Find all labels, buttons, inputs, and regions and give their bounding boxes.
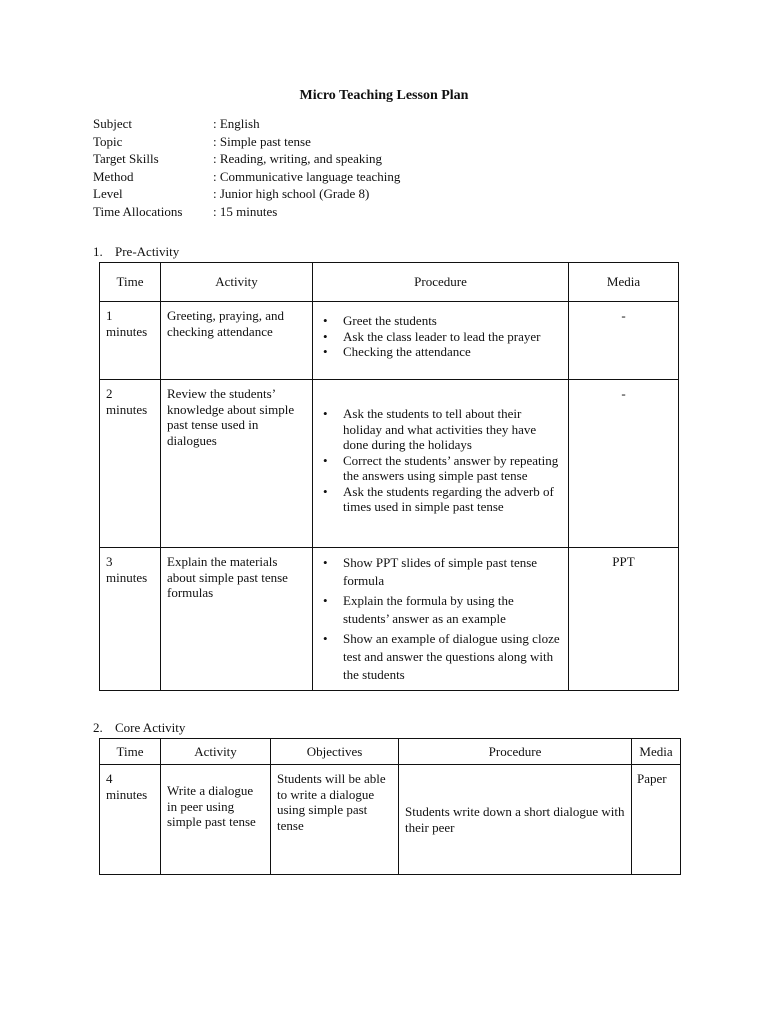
procedure-cell — [313, 548, 569, 691]
time-number: 4 — [106, 771, 113, 786]
core-activity-table — [99, 738, 681, 875]
time-unit: minutes — [106, 569, 148, 585]
media-text: - — [621, 308, 626, 323]
activity-text: Explain the materials about simple past tense formulas — [167, 554, 288, 600]
list-item: • Show an example of dialogue using cloze test and answer the questions along with the students — [343, 630, 562, 684]
media-cell — [632, 765, 681, 875]
activity-cell — [161, 380, 313, 548]
list-item: • Show PPT slides of simple past tense formula — [343, 554, 562, 590]
table-row — [100, 380, 679, 548]
meta-row-level — [93, 185, 400, 203]
procedure-cell — [313, 380, 569, 548]
media-text: PPT — [612, 554, 635, 569]
activity-text: Review the students’ knowledge about simple past tense used in dialogues — [167, 386, 295, 448]
core-activity-heading — [93, 720, 185, 736]
procedure-cell — [313, 302, 569, 380]
pre-activity-heading — [93, 244, 179, 260]
activity-text: Greeting, praying, and checking attendance — [167, 308, 284, 339]
time-number: 3 — [106, 554, 113, 569]
list-item: • Ask the students to tell about their holiday and what activities they have done during the holidays — [343, 406, 562, 453]
meta-label: Level — [93, 186, 123, 202]
document-title: Micro Teaching Lesson Plan — [299, 88, 469, 103]
meta-value: : English — [213, 116, 260, 131]
header-activity: Activity — [161, 263, 313, 302]
activity-cell — [161, 302, 313, 380]
table-row — [100, 302, 679, 380]
list-item: • Checking the attendance — [343, 344, 562, 360]
media-cell — [569, 302, 679, 380]
meta-row-topic — [93, 133, 400, 151]
table-row — [100, 765, 681, 875]
header-objectives: Objectives — [271, 739, 399, 765]
section-number: 1. — [93, 244, 103, 259]
pre-activity-table — [99, 262, 679, 691]
time-cell — [100, 765, 161, 875]
section-title: Core Activity — [115, 720, 186, 735]
header-procedure: Procedure — [399, 739, 632, 765]
section-title: Pre-Activity — [115, 244, 180, 259]
list-item: • Correct the students’ answer by repeating the answers using simple past tense — [343, 453, 562, 484]
list-item: • Ask the students regarding the adverb of times used in simple past tense — [343, 484, 562, 515]
procedure-text: Students write down a short dialogue with their peer — [405, 804, 625, 835]
section-number: 2. — [93, 720, 103, 735]
activity-text: Write a dialogue in peer using simple past tense — [167, 783, 256, 829]
table-row — [100, 548, 679, 691]
procedure-list — [319, 313, 562, 360]
header-time: Time — [100, 263, 161, 302]
procedure-cell — [399, 765, 632, 875]
meta-row-target-skills — [93, 150, 400, 168]
activity-cell — [161, 765, 271, 875]
time-unit: minutes — [106, 401, 148, 417]
activity-cell — [161, 548, 313, 691]
header-procedure: Procedure — [313, 263, 569, 302]
list-item: • Explain the formula by using the students’ answer as an example — [343, 592, 562, 628]
time-cell — [100, 380, 161, 548]
header-media: Media — [632, 739, 681, 765]
meta-value: : Communicative language teaching — [213, 168, 401, 184]
time-cell — [100, 302, 161, 380]
media-cell — [569, 380, 679, 548]
meta-label: Method — [93, 168, 134, 184]
time-unit: minutes — [106, 786, 148, 802]
list-item: • Ask the class leader to lead the prayer — [343, 329, 562, 345]
meta-row-time-allocations — [93, 203, 400, 221]
meta-value: : Junior high school (Grade 8) — [213, 186, 370, 202]
procedure-list — [319, 554, 562, 684]
meta-label: Time Allocations — [93, 203, 183, 219]
procedure-list — [319, 406, 562, 515]
lesson-meta — [93, 115, 400, 221]
meta-value: : Simple past tense — [213, 133, 311, 149]
time-unit: minutes — [106, 323, 148, 339]
meta-value: : 15 minutes — [213, 203, 278, 219]
meta-label: Subject — [93, 116, 132, 131]
objectives-text: Students will be able to write a dialogue using simple past tense — [277, 771, 386, 833]
header-activity: Activity — [161, 739, 271, 765]
table-header-row — [100, 263, 679, 302]
meta-value: : Reading, writing, and speaking — [213, 151, 382, 167]
meta-label: Topic — [93, 133, 123, 149]
media-text: Paper — [637, 771, 667, 786]
header-time: Time — [100, 739, 161, 765]
time-number: 2 — [106, 386, 113, 401]
list-item: • Greet the students — [343, 313, 562, 329]
time-cell — [100, 548, 161, 691]
meta-row-method — [93, 168, 400, 186]
media-cell — [569, 548, 679, 691]
table-header-row — [100, 739, 681, 765]
meta-label: Target Skills — [93, 151, 159, 167]
objectives-cell — [271, 765, 399, 875]
time-number: 1 — [106, 308, 113, 323]
meta-row-subject — [93, 115, 400, 133]
header-media: Media — [569, 263, 679, 302]
media-text: - — [621, 386, 626, 401]
